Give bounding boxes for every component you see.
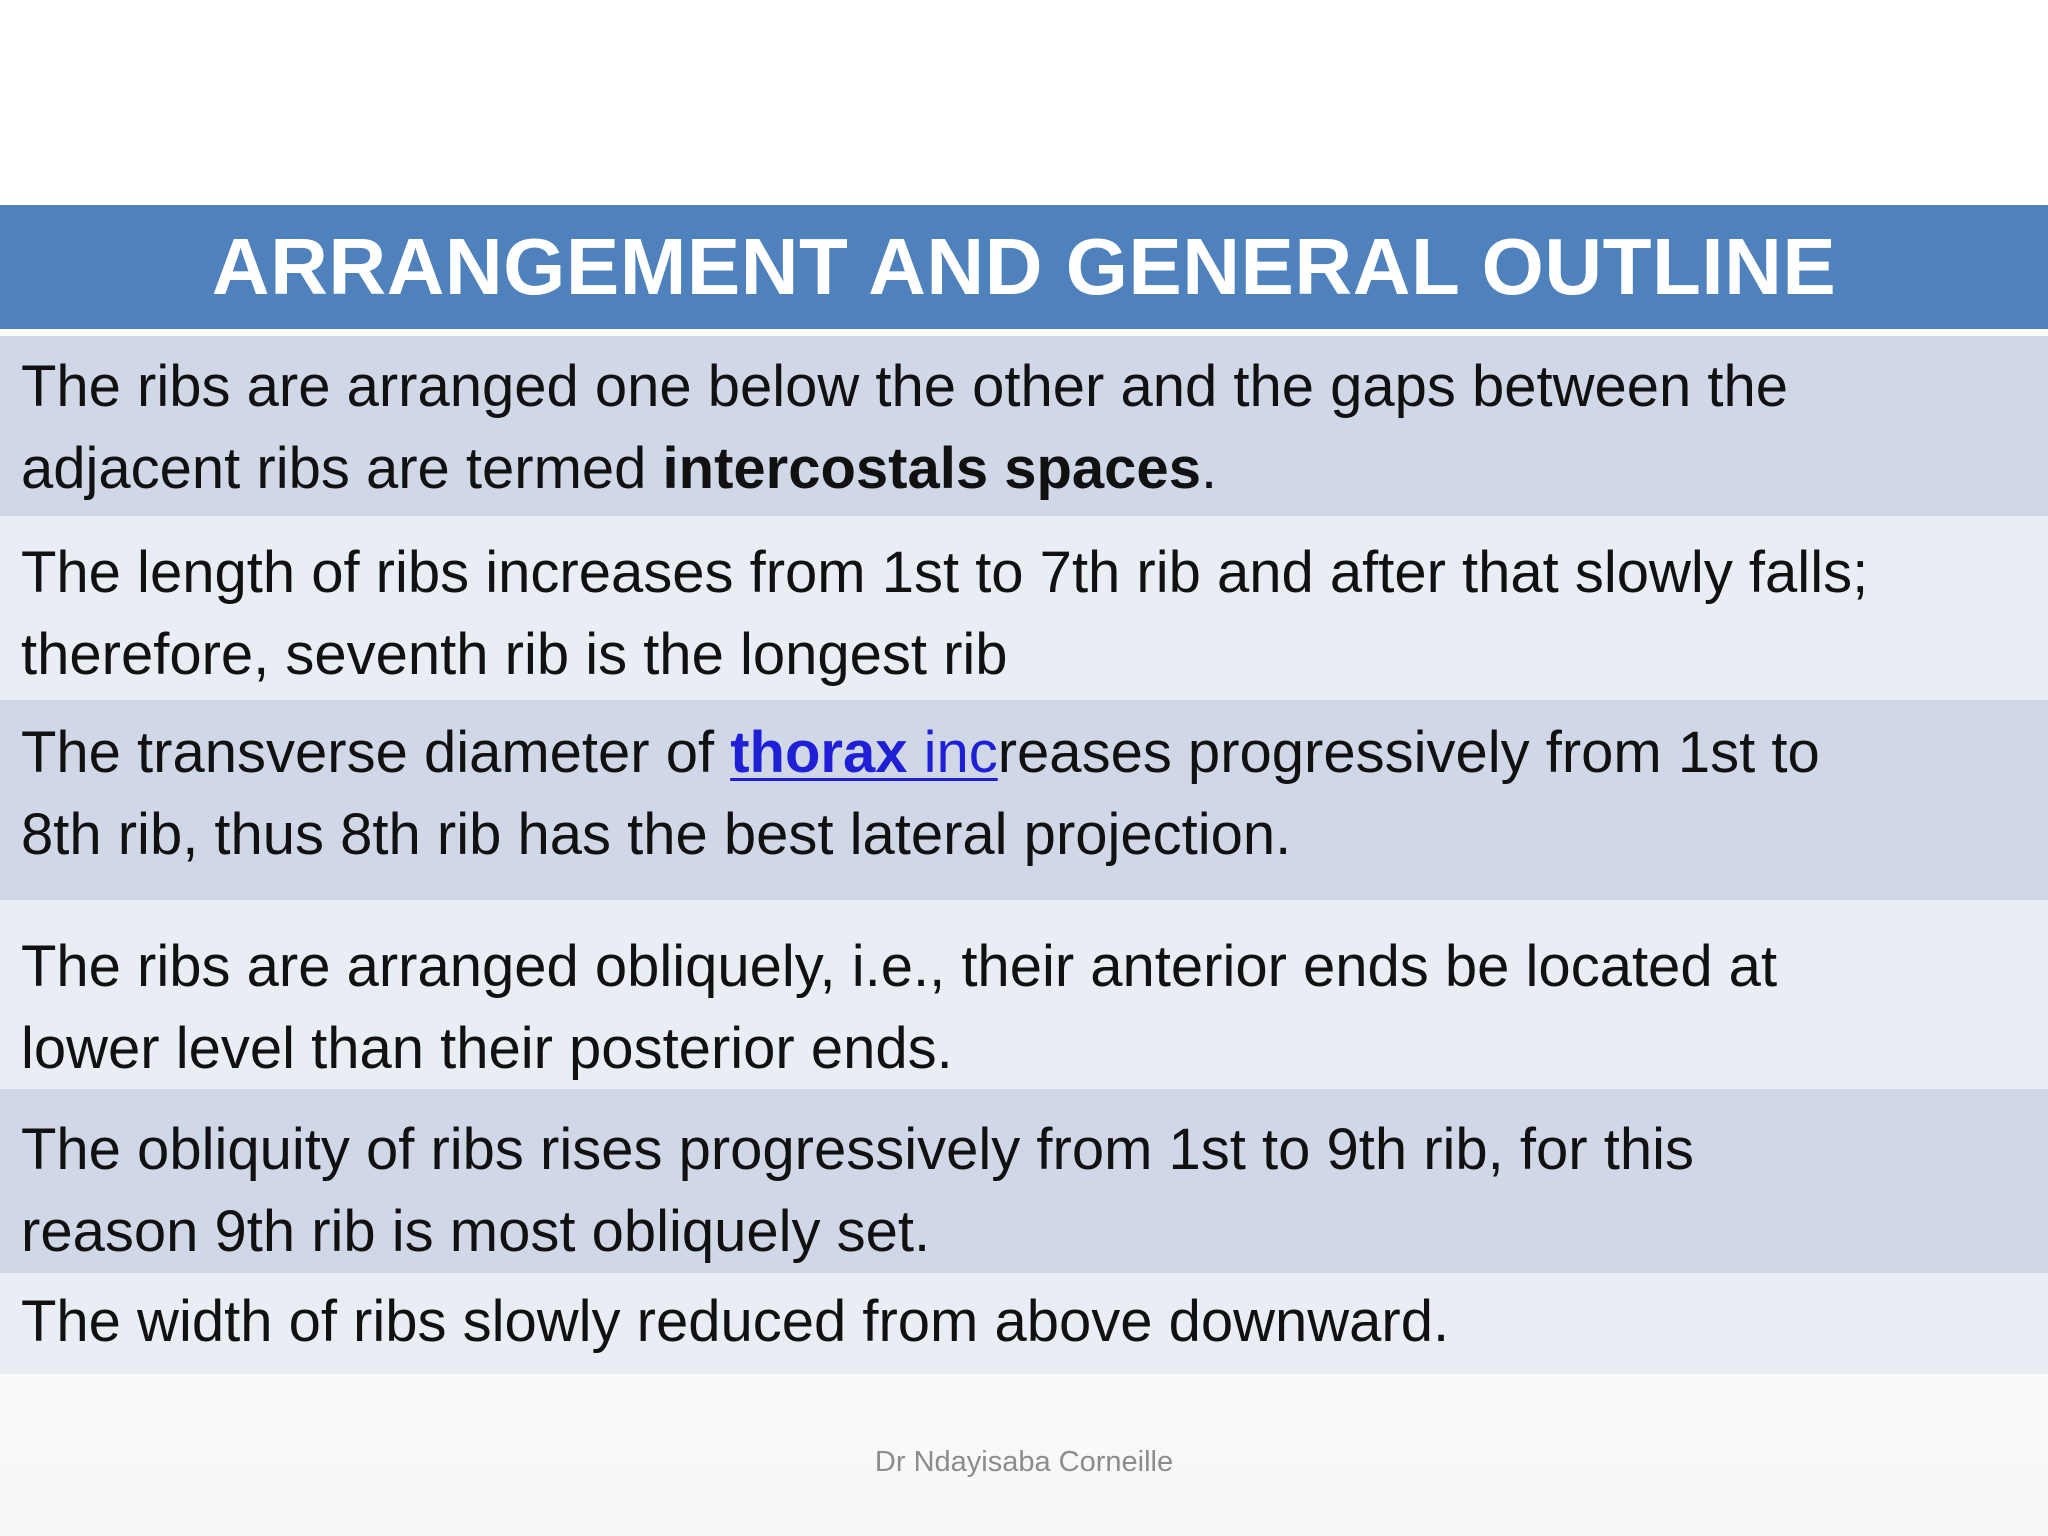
row-text-line [21, 712, 2034, 794]
row-text-segment: The transverse diameter of [21, 720, 731, 785]
row-text-line [21, 428, 2034, 510]
footer-author: Dr Ndayisaba Corneille [874, 1446, 1174, 1478]
table-row [0, 900, 2048, 1089]
title-banner [0, 205, 2048, 329]
link-text-bold: thorax [730, 720, 924, 785]
table-row [0, 516, 2048, 700]
table-row [0, 1089, 2048, 1273]
row-text-line: reason 9th rib is most obliquely set. [21, 1199, 931, 1264]
row-text-line: 8th rib, thus 8th rib has the best lateral projection. [21, 802, 1292, 867]
row-text-segment: reases progressively from 1st to [997, 720, 1820, 785]
row-text-line: The ribs are arranged one below the other and the gaps between the [21, 354, 1788, 419]
row-text-segment: . [1200, 436, 1218, 501]
key-term: intercostals spaces [662, 436, 1201, 501]
thorax-link[interactable] [730, 720, 998, 785]
table-row [0, 1273, 2048, 1374]
row-text-line: therefore, seventh rib is the longest rib [21, 622, 1008, 687]
slide-title: ARRANGEMENT AND GENERAL OUTLINE [211, 222, 1837, 311]
row-text-line: The obliquity of ribs rises progressively from 1st to 9th rib, for this [21, 1117, 1694, 1182]
table-row [0, 700, 2048, 900]
link-text: inc [923, 720, 998, 785]
row-text-line: The width of ribs slowly reduced from above downward. [21, 1289, 1450, 1354]
row-text-line: lower level than their posterior ends. [21, 1016, 953, 1081]
content-table [0, 336, 2048, 1374]
row-text-line: The length of ribs increases from 1st to 7th rib and after that slowly falls; [21, 540, 1869, 605]
row-text-segment: adjacent ribs are termed [21, 436, 663, 501]
row-text-line: The ribs are arranged obliquely, i.e., their anterior ends be located at [21, 934, 1778, 999]
table-row [0, 336, 2048, 516]
